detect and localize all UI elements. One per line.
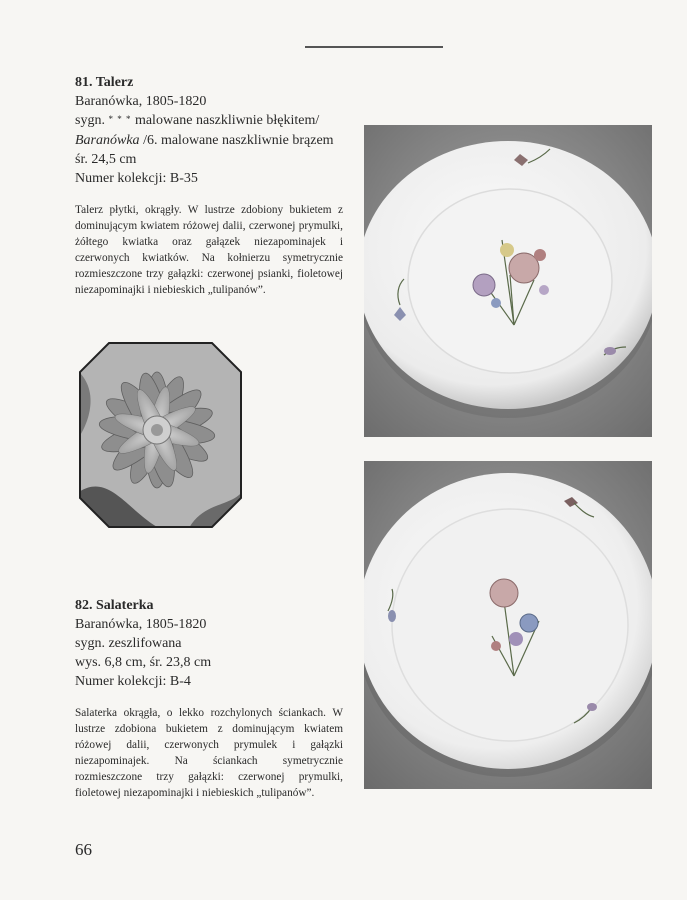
entry-meta [75, 615, 345, 691]
entry-signature-2: Baranówka /6. malowane naszkliwnie brązem [75, 133, 334, 148]
page-number: 66 [75, 840, 92, 859]
flower-detail-image [79, 342, 242, 528]
entry-description: Talerz płytki, okrągły. W lustrze zdobiony bukietem z dominującym kwiatem różowej dalii, czerwonej prymulki, żółtego kwiatka oraz gałązek niezapominajek i czerwonych kwiatków. Na kołnierzu symetrycznie rozmieszczone trzy gałązki: czerwonej psianki, fioletowej niezapominajki i niebieskich „tulipanów”. [75, 204, 343, 296]
entry-origin: Baranówka, 1805-1820 [75, 94, 207, 109]
bowl-photo [364, 461, 652, 789]
entry-description: Salaterka okrągła, o lekko rozchylonych ściankach. W lustrze zdobiona bukietem z dominującym kwiatem różowej dalii, czerwonych prymulek i gałązki niezapominajek. Na ściankach symetrycznie rozmieszczone trzy gałązki: czerwonej prymulki, fioletowej niezapominajki i niebieskich „tulipanów”. [75, 707, 343, 799]
signature-mark: * * * [108, 114, 132, 124]
entry-size: śr. 24,5 cm [75, 152, 137, 167]
entry-meta [75, 92, 345, 188]
header-rule [305, 46, 443, 48]
catalog-entry-81 [75, 74, 345, 298]
entry-collection: Numer kolekcji: B-4 [75, 674, 191, 689]
plate-photo [364, 125, 652, 437]
entry-origin: Baranówka, 1805-1820 [75, 617, 207, 632]
entry-collection: Numer kolekcji: B-35 [75, 171, 198, 186]
entry-title: 82. Salaterka [75, 598, 154, 613]
entry-signature: sygn. zeszlifowana [75, 636, 182, 651]
entry-title: 81. Talerz [75, 75, 134, 90]
entry-size: wys. 6,8 cm, śr. 23,8 cm [75, 655, 212, 670]
catalog-entry-82 [75, 597, 345, 801]
entry-signature: sygn. * * * malowane naszkliwnie błękitem/ [75, 113, 320, 128]
